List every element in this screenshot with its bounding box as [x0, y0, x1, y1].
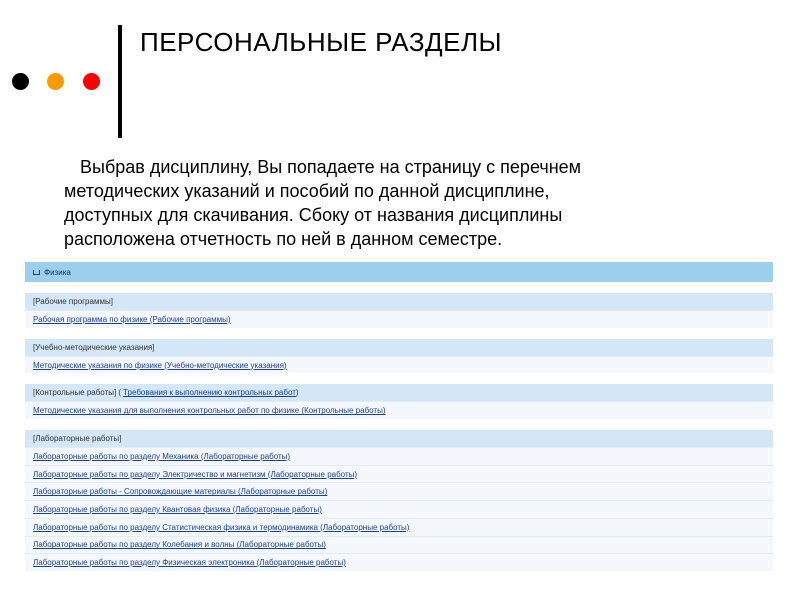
document-link[interactable]: Лабораторные работы по разделу Физическая электроника (Лабораторные работы) [25, 553, 773, 571]
section-methodical-guides [25, 339, 773, 374]
embedded-screenshot [25, 262, 773, 576]
requirements-link[interactable]: Требования к выполнению контрольных работ [123, 388, 296, 398]
section-header [25, 384, 773, 401]
section-work-programs [25, 293, 773, 328]
body-line: Выбрав дисциплину, Вы попадаете на страницу с перечнем [80, 157, 582, 177]
body-line: методических указаний и пособий по данной дисциплине, [64, 181, 550, 201]
slide-title: ПЕРСОНАЛЬНЫЕ РАЗДЕЛЫ [140, 27, 503, 57]
body-line: расположена отчетность по ней в данном семестре. [64, 229, 503, 249]
section-lab-works [25, 430, 773, 571]
document-link[interactable]: Лабораторные работы по разделу Статистическая физика и термодинамика (Лабораторные работы) [25, 518, 773, 536]
document-link[interactable]: Лабораторные работы по разделу Электричество и магнетизм (Лабораторные работы) [25, 465, 773, 483]
section-header: [Рабочие программы] [25, 293, 773, 310]
discipline-title: Физика [44, 267, 71, 277]
document-link[interactable]: Лабораторные работы по разделу Механика (Лабораторные работы) [25, 447, 773, 465]
bullet-dot-black [12, 73, 29, 90]
slide-body-text [64, 155, 754, 251]
document-link[interactable]: Лабораторные работы по разделу Колебания и волны (Лабораторные работы) [25, 536, 773, 554]
title-divider [118, 25, 122, 138]
body-line: доступных для скачивания. Сбоку от названия дисциплины [64, 205, 563, 225]
bullet-dot-red [83, 73, 100, 90]
document-link[interactable]: Методические указания по физике (Учебно-методические указания) [25, 356, 773, 374]
bullet-dot-orange [47, 73, 64, 90]
section-header-prefix: [Контрольные работы] ( [33, 388, 122, 398]
document-link[interactable]: Лабораторные работы по разделу Квантовая физика (Лабораторные работы) [25, 500, 773, 518]
section-header-suffix: ) [295, 388, 299, 398]
document-link[interactable]: Методические указания для выполнения контрольных работ по физике (Контрольные работы) [25, 401, 773, 419]
section-control-works [25, 384, 773, 419]
section-header: [Учебно-методические указания] [25, 339, 773, 356]
document-link[interactable]: Рабочая программа по физике (Рабочие программы) [25, 310, 773, 328]
discipline-header [25, 262, 773, 282]
section-header: [Лабораторные работы] [25, 430, 773, 447]
document-link[interactable]: Лабораторные работы - Сопровождающие материалы (Лабораторные работы) [25, 482, 773, 500]
folder-icon [33, 270, 40, 275]
